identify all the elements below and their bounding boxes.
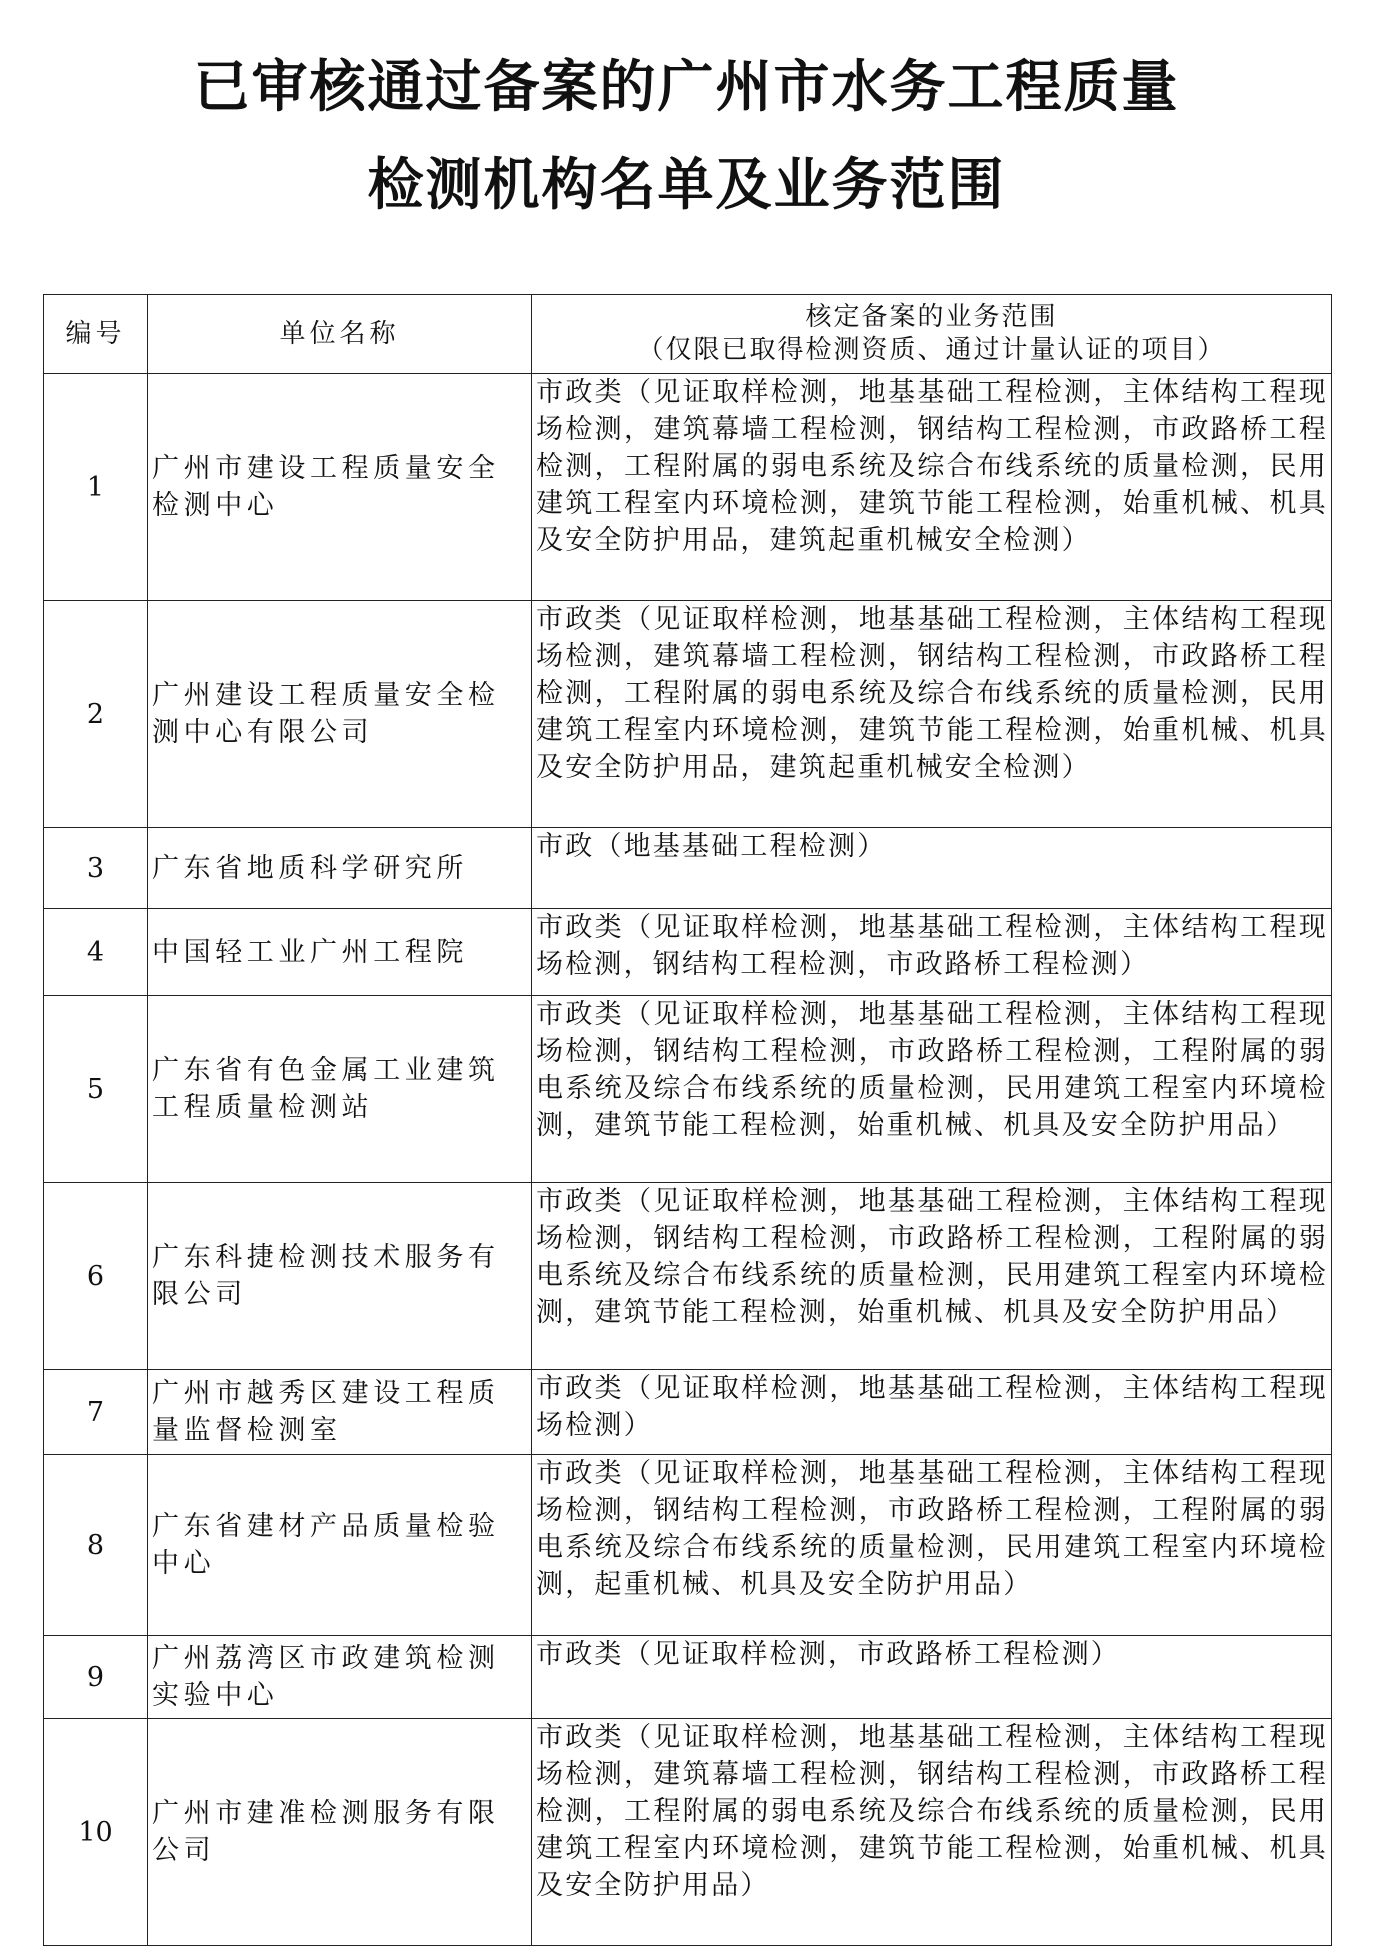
business-scope: 市政类（见证取样检测，地基基础工程检测，主体结构工程现场检测，建筑幕墙工程检测，钢结构工程检测，市政路桥工程检测，工程附属的弱电系统及综合布线系统的质量检测，民用建筑工程室内环境检测，建筑节能工程检测，始重机械、机具及安全防护用品，建筑起重机械安全检测） xyxy=(532,601,1332,828)
unit-name: 广州建设工程质量安全检测中心有限公司 xyxy=(148,601,532,828)
unit-name: 广东省地质科学研究所 xyxy=(148,828,532,909)
header-number: 编号 xyxy=(44,295,148,374)
row-number: 4 xyxy=(44,909,148,996)
header-scope-line-2: （仅限已取得检测资质、通过计量认证的项目） xyxy=(637,335,1226,365)
business-scope: 市政类（见证取样检测，地基基础工程检测，主体结构工程现场检测，钢结构工程检测，市政路桥工程检测，工程附属的弱电系统及综合布线系统的质量检测，民用建筑工程室内环境检测，起重机械、机具及安全防护用品） xyxy=(532,1455,1332,1636)
table-row xyxy=(44,909,1332,996)
table-row xyxy=(44,828,1332,909)
unit-name: 中国轻工业广州工程院 xyxy=(148,909,532,996)
business-scope: 市政类（见证取样检测，地基基础工程检测，主体结构工程现场检测，钢结构工程检测，市政路桥工程检测） xyxy=(532,909,1332,996)
header-scope-line-1: 核定备案的业务范围 xyxy=(805,302,1058,332)
unit-name: 广州荔湾区市政建筑检测实验中心 xyxy=(148,1636,532,1719)
business-scope: 市政类（见证取样检测，地基基础工程检测，主体结构工程现场检测） xyxy=(532,1370,1332,1455)
row-number: 10 xyxy=(44,1719,148,1946)
table-row xyxy=(44,996,1332,1183)
table-body xyxy=(44,374,1332,1946)
unit-name: 广东省有色金属工业建筑工程质量检测站 xyxy=(148,996,532,1183)
document-title-line-2: 检测机构名单及业务范围 xyxy=(367,153,1006,218)
business-scope: 市政类（见证取样检测，地基基础工程检测，主体结构工程现场检测，钢结构工程检测，市政路桥工程检测，工程附属的弱电系统及综合布线系统的质量检测，民用建筑工程室内环境检测，建筑节能工程检测，始重机械、机具及安全防护用品） xyxy=(532,996,1332,1183)
header-business-scope xyxy=(532,295,1332,374)
unit-name: 广州市建设工程质量安全检测中心 xyxy=(148,374,532,601)
business-scope: 市政类（见证取样检测，地基基础工程检测，主体结构工程现场检测，建筑幕墙工程检测，钢结构工程检测，市政路桥工程检测，工程附属的弱电系统及综合布线系统的质量检测，民用建筑工程室内环境检测，建筑节能工程检测，始重机械、机具及安全防护用品） xyxy=(532,1719,1332,1946)
table-row xyxy=(44,374,1332,601)
table-row xyxy=(44,1370,1332,1455)
unit-name: 广州市越秀区建设工程质量监督检测室 xyxy=(148,1370,532,1455)
business-scope: 市政类（见证取样检测，市政路桥工程检测） xyxy=(532,1636,1332,1719)
table-row xyxy=(44,1636,1332,1719)
row-number: 9 xyxy=(44,1636,148,1719)
row-number: 8 xyxy=(44,1455,148,1636)
business-scope: 市政（地基基础工程检测） xyxy=(532,828,1332,909)
institution-registry-table xyxy=(43,294,1332,1946)
table-row xyxy=(44,1455,1332,1636)
document-title-line-1: 已审核通过备案的广州市水务工程质量 xyxy=(193,55,1180,120)
row-number: 2 xyxy=(44,601,148,828)
unit-name: 广东科捷检测技术服务有限公司 xyxy=(148,1183,532,1370)
table-row xyxy=(44,1183,1332,1370)
business-scope: 市政类（见证取样检测，地基基础工程检测，主体结构工程现场检测，钢结构工程检测，市政路桥工程检测，工程附属的弱电系统及综合布线系统的质量检测，民用建筑工程室内环境检测，建筑节能工程检测，始重机械、机具及安全防护用品） xyxy=(532,1183,1332,1370)
row-number: 6 xyxy=(44,1183,148,1370)
row-number: 3 xyxy=(44,828,148,909)
business-scope: 市政类（见证取样检测，地基基础工程检测，主体结构工程现场检测，建筑幕墙工程检测，钢结构工程检测，市政路桥工程检测，工程附属的弱电系统及综合布线系统的质量检测，民用建筑工程室内环境检测，建筑节能工程检测，始重机械、机具及安全防护用品，建筑起重机械安全检测） xyxy=(532,374,1332,601)
table-row xyxy=(44,1719,1332,1946)
table-header xyxy=(44,295,1332,374)
table-row xyxy=(44,601,1332,828)
unit-name: 广州市建准检测服务有限公司 xyxy=(148,1719,532,1946)
header-unit-name: 单位名称 xyxy=(148,295,532,374)
row-number: 5 xyxy=(44,996,148,1183)
row-number: 1 xyxy=(44,374,148,601)
unit-name: 广东省建材产品质量检验中心 xyxy=(148,1455,532,1636)
row-number: 7 xyxy=(44,1370,148,1455)
header-row xyxy=(44,295,1332,374)
